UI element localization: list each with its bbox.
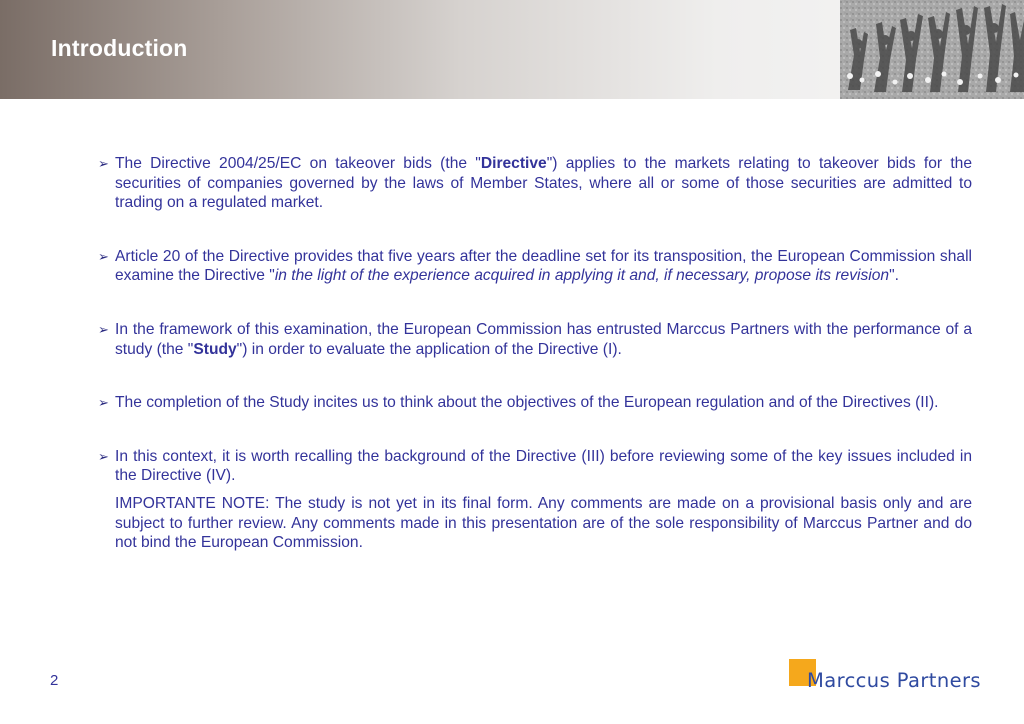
bullet-item: [98, 320, 972, 359]
text-run: The completion of the Study incites us to think about the objectives of the European regulation and of the Directives (II).: [115, 394, 939, 412]
bullet-text: [115, 320, 972, 359]
slide-title: Introduction: [51, 35, 188, 61]
slide-header: [0, 0, 1024, 99]
important-note: IMPORTANTE NOTE: The study is not yet in its final form. Any comments are made on a provisional basis only and are subject to further review. Any comments made in this presentation are of the sole responsibility of Marccus Partner and do not bind the European Commission.: [115, 494, 972, 552]
text-run: ".: [889, 267, 899, 285]
text-run: ") applies to the markets relating to takeover bids for the securities of companies governed by the laws of Member States, where all or some of those securities are admitted to trading on a regulated market.: [115, 155, 972, 212]
company-logo: Marccus Partners: [807, 669, 981, 692]
bullet-item: [98, 154, 972, 213]
defined-term-study: Study: [193, 340, 237, 358]
page-number: 2: [50, 672, 59, 689]
bullet-item: [98, 447, 972, 486]
arrow-bullet-icon: ➢: [98, 321, 109, 337]
people-dancing-silhouettes-icon: [840, 0, 1024, 99]
quoted-text: in the light of the experience acquired in applying it and, if necessary, propose its revision: [274, 267, 890, 285]
bullet-text: [115, 393, 972, 413]
bullet-item: [98, 393, 972, 413]
arrow-bullet-icon: ➢: [98, 395, 109, 411]
bullet-text: [115, 154, 972, 213]
bullet-text: [115, 247, 972, 286]
bullet-text: [115, 447, 972, 486]
arrow-bullet-icon: ➢: [98, 248, 109, 264]
slide-body: [98, 154, 972, 553]
text-run: The Directive 2004/25/EC on takeover bids (the ": [115, 155, 481, 172]
arrow-bullet-icon: ➢: [98, 156, 109, 171]
bullet-item: [98, 247, 972, 286]
text-run: Article 20 of the Directive provides that five years after the deadline set for its transposition, the European Commission shall examine the Directive ": [115, 247, 972, 285]
text-run: In the framework of this examination, the European Commission has entrusted Marccus Partners with the performance of a study (the ": [115, 320, 972, 358]
arrow-bullet-icon: ➢: [98, 448, 109, 464]
defined-term-directive: Directive: [480, 155, 547, 172]
text-run: ") in order to evaluate the application of the Directive (I).: [236, 340, 622, 358]
text-run: In this context, it is worth recalling the background of the Directive (III) before reviewing some of the key issues included in the Directive (IV).: [115, 447, 972, 485]
